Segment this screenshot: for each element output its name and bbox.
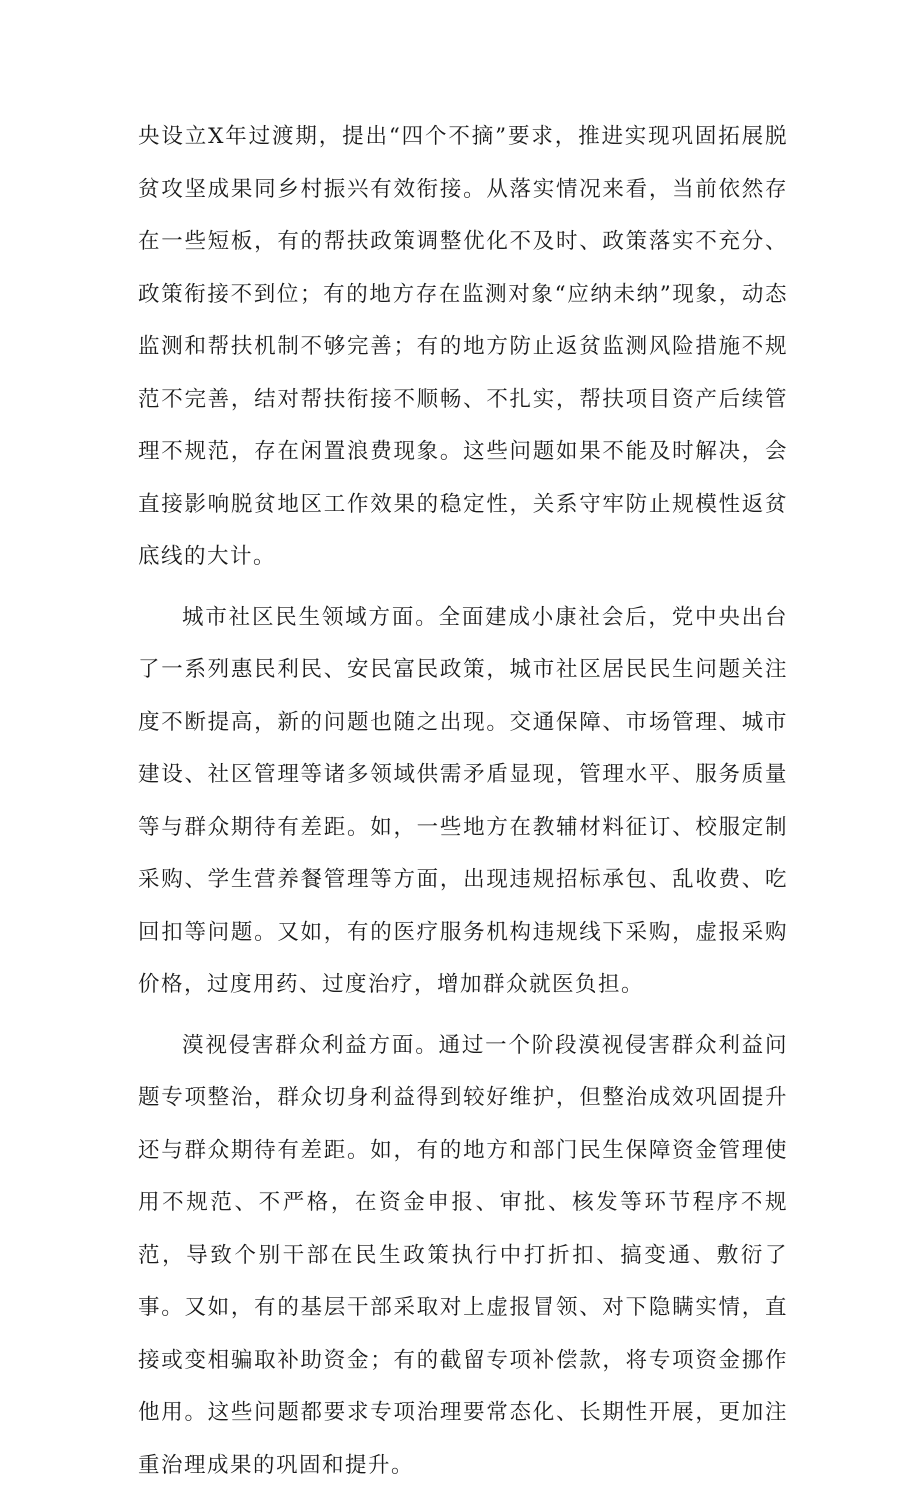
paragraph-mass-interest-infringement: 漠视侵害群众利益方面。通过一个阶段漠视侵害群众利益问题专项整治，群众切身利益得到较好维护，但整治成效巩固提升还与群众期待有差距。如，有的地方和部门民生保障资金管理使用不规范、不严格，在资金申报、审批、核发等环节程序不规范，导致个别干部在民生政策执行中打折扣、搞变通、敷衍了事。又如，有的基层干部采取对上虚报冒领、对下隐瞒实情，直接或变相骗取补助资金；有的截留专项补偿款，将专项资金挪作他用。这些问题都要求专项治理要常态化、长期性开展，更加注重治理成果的巩固和提升。 [138,1020,788,1492]
paragraph-urban-community-livelihood: 城市社区民生领域方面。全面建成小康社会后，党中央出台了一系列惠民利民、安民富民政策，城市社区居民民生问题关注度不断提高，新的问题也随之出现。交通保障、市场管理、城市建设、社区管理等诸多领域供需矛盾显现，管理水平、服务质量等与群众期待有差距。如，一些地方在教辅材料征订、校服定制采购、学生营养餐管理等方面，出现违规招标承包、乱收费、吃回扣等问题。又如，有的医疗服务机构违规线下采购，虚报采购价格，过度用药、过度治疗，增加群众就医负担。 [138,592,788,1012]
document-body [138,111,788,1492]
paragraph-rural-revitalization: 央设立X年过渡期，提出“四个不摘”要求，推进实现巩固拓展脱贫攻坚成果同乡村振兴有效衔接。从落实情况来看，当前依然存在一些短板，有的帮扶政策调整优化不及时、政策落实不充分、政策衔接不到位；有的地方存在监测对象“应纳未纳”现象，动态监测和帮扶机制不够完善；有的地方防止返贫监测风险措施不规范不完善，结对帮扶衔接不顺畅、不扎实，帮扶项目资产后续管理不规范，存在闲置浪费现象。这些问题如果不能及时解决，会直接影响脱贫地区工作效果的稳定性，关系守牢防止规模性返贫底线的大计。 [138,111,788,584]
